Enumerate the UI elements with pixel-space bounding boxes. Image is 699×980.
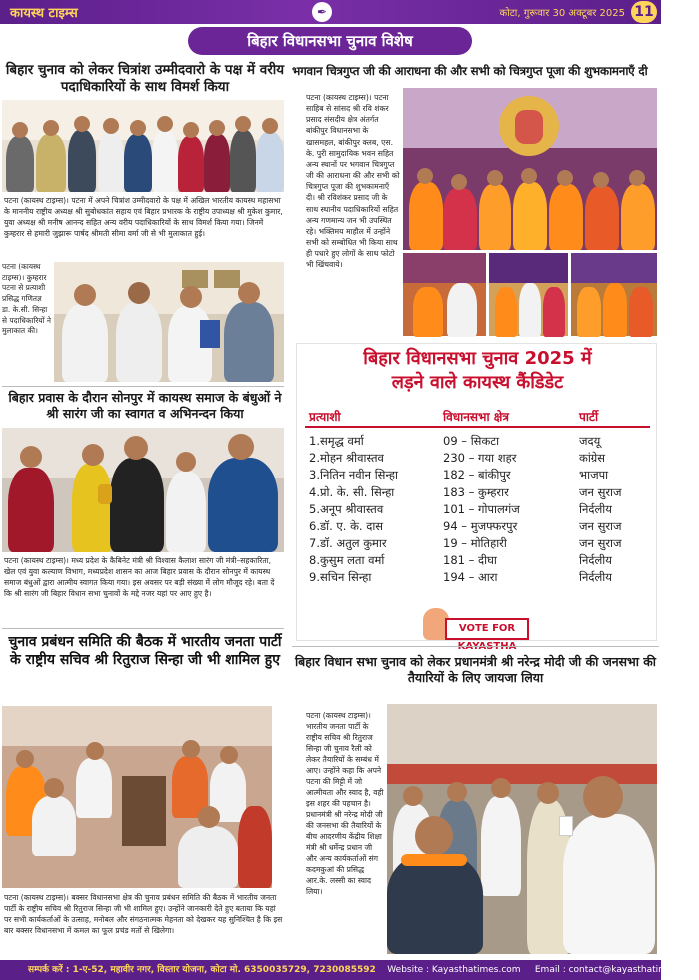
story2-body: पटना (कायस्थ टाइम्स)। पटना साहिब से सांसद श्री रवि शंकर प्रसाद संसदीय क्षेत्र अंतर्गत बांकीपुर विधानसभा के खासमहल, बांकीपुर क्लब, एस. के. पुरी सामुदायिक भवन सहित अन्य स्थानों पर भगवान चित्रगुप्त जी की आराधना की और सभी को चित्रगुप्त पूजा की शुभकामनाएँ दी। श्री रविशंकर प्रसाद जी के साथ स्थानीय पदाधिकारियों सहित अन्य गणमान्य जन भी उपस्थित रहे। भक्तिमय माहौल में उन्होंने सभी को सम्बोधित भी किया साथ ही पधारे हुए लोगों के साथ फोटो भी खिंचवाये। bbox=[306, 93, 400, 270]
story3-headline: बिहार प्रवास के दौरान सोनपुर में कायस्थ समाज के बंधुओं ने श्री सारंग जी का स्वागत व अभिनन्दन किया bbox=[8, 390, 282, 421]
candidate-name: 7.डॉ. अतुल कुमार bbox=[309, 536, 387, 550]
candidate-party: जन सुराज bbox=[579, 519, 622, 533]
footer-email[interactable]: Email : contact@kayasthatimes.com bbox=[534, 965, 699, 975]
story2-photo-b bbox=[489, 253, 568, 336]
candidates-title-line2: लड़ने वाले कायस्थ कैंडिडेट bbox=[391, 372, 564, 393]
candidate-seat: 09 – सिकटा bbox=[443, 434, 500, 448]
candidate-seat: 94 – मुजफ्फरपुर bbox=[443, 519, 518, 533]
story4-photo bbox=[2, 706, 272, 888]
candidate-row bbox=[297, 485, 658, 502]
story2-photo-a bbox=[403, 253, 486, 336]
emblem-icon: ✒ bbox=[312, 2, 332, 22]
story3-body: पटना (कायस्थ टाइम्स)। मध्य प्रदेश के कैबिनेट मंत्री श्री विश्वास कैलाश सारंग जी मंत्री–सहकारिता, खेल एवं युवा कल्याण विभाग, मध्यप्रदेश शासन का आज बिहार प्रवास के दौरान सोनपुर में कायस्थ समाज बंधुओं द्वारा आत्मीय स्वागत किया गया। इस अवसर पर बड़ी संख्या में लोग मौजूद रहे। बता दें कि श्री सारंग जी बिहार विधान सभा चुनावों के मद्दे नजर यहां पर आए हुए है। bbox=[4, 556, 275, 598]
candidates-panel bbox=[296, 343, 657, 641]
candidate-row bbox=[297, 502, 658, 519]
section-banner: बिहार विधानसभा चुनाव विशेष bbox=[188, 27, 472, 55]
candidate-row bbox=[297, 553, 658, 570]
publication-name: कायस्थ टाइम्स bbox=[10, 6, 78, 21]
candidate-seat: 230 – गया शहर bbox=[443, 451, 517, 465]
candidate-party: कांग्रेस bbox=[579, 451, 606, 465]
candidate-seat: 19 – मोतिहारी bbox=[443, 536, 507, 550]
story1-headline: बिहार चुनाव को लेकर चित्रांश उम्मीदवारो के पक्ष में वरीय पदाधिकारियों के साथ विमर्श किया bbox=[5, 62, 285, 95]
candidate-party: जदयू bbox=[579, 434, 601, 448]
story5-body: पटना (कायस्थ टाइम्स)। भारतीय जनता पार्टी के राष्ट्रीय सचिव श्री रितुराज सिन्हा जी चुनाव रैली को लेकर तैयारियों के सम्बंध में आए। उन्होंने कहा कि अपने पटना की मिट्टी में जो आत्मीयता और स्वाद है, वही इस शहर की पहचान है। प्रधानमंत्री श्री नरेन्द्र मोदी जी की जनसभा की तैयारियों के बीच आदरणीय केंद्रीय शिक्षा मंत्री श्री धर्मेन्द्र प्रधान जी और अन्य कार्यकर्ताओं संग कदमकुआं की प्रसिद्ध आर.के. लस्सी का स्वाद लिया। bbox=[306, 711, 384, 896]
candidate-seat: 183 – कुम्हरार bbox=[443, 485, 509, 499]
story5-photo bbox=[387, 704, 657, 954]
candidate-row bbox=[297, 570, 658, 587]
header-rule bbox=[305, 426, 650, 428]
col-constituency: विधानसभा क्षेत्र bbox=[443, 410, 509, 424]
candidate-name: 4.प्रो. के. सी. सिन्हा bbox=[309, 485, 395, 499]
story5-headline: बिहार विधान सभा चुनाव को लेकर प्रधानमंत्री श्री नरेन्द्र मोदी जी की जनसभा की तैयारियों के लिए जायजा लिया bbox=[294, 654, 657, 685]
story2-photo-main bbox=[403, 88, 657, 250]
col-candidate: प्रत्याशी bbox=[309, 410, 341, 424]
footer-website[interactable]: Website : Kayasthatimes.com bbox=[387, 965, 521, 975]
candidate-party: निर्दलीय bbox=[579, 570, 612, 584]
footer bbox=[0, 960, 699, 980]
candidate-name: 5.अनूप श्रीवास्तव bbox=[309, 502, 384, 516]
story2-headline: भगवान चित्रगुप्त जी की आराधना की और सभी को चित्रगुप्त पूजा की शुभकामनाएँ दी bbox=[292, 64, 648, 78]
story2-photo-c bbox=[571, 253, 657, 336]
candidate-row bbox=[297, 434, 658, 451]
candidate-name: 3.नितिन नवीन सिन्हा bbox=[309, 468, 398, 482]
candidate-row bbox=[297, 536, 658, 553]
dateline: कोटा, गुरूवार 30 अक्टूबर 2025 bbox=[499, 8, 625, 19]
col-party: पार्टी bbox=[579, 410, 599, 424]
candidate-row bbox=[297, 519, 658, 536]
candidate-party: जन सुराज bbox=[579, 485, 622, 499]
story4-headline: चुनाव प्रबंधन समिति की बैठक में भारतीय जनता पार्टी के राष्ट्रीय सचिव श्री रितुराज सिन्हा जी भी शामिल हुए bbox=[8, 634, 282, 668]
story3-photo bbox=[2, 428, 284, 552]
candidate-seat: 101 – गोपालगंज bbox=[443, 502, 520, 516]
candidate-seat: 194 – आरा bbox=[443, 570, 498, 584]
candidate-seat: 182 – बांकीपुर bbox=[443, 468, 511, 482]
vote-badge: VOTE FOR bbox=[445, 618, 529, 640]
candidate-party: निर्दलीय bbox=[579, 553, 612, 567]
footer-contact: सम्पर्क करें : 1-ए-52, महावीर नगर, विस्तार योजना, कोटा मो. 6350035729, 7230085592 bbox=[28, 965, 376, 975]
masthead bbox=[0, 0, 661, 24]
story1-photo2 bbox=[54, 262, 284, 382]
candidate-name: 9.सचिन सिन्हा bbox=[309, 570, 372, 584]
candidate-row bbox=[297, 468, 658, 485]
page-number: 11 bbox=[631, 1, 657, 23]
candidates-title-line1: बिहार विधानसभा चुनाव 2025 में bbox=[363, 348, 592, 369]
candidate-name: 6.डॉ. ए. के. दास bbox=[309, 519, 384, 533]
story1-photo bbox=[2, 100, 284, 192]
candidate-name: 2.मोहन श्रीवास्तव bbox=[309, 451, 384, 465]
candidate-party: निर्दलीय bbox=[579, 502, 612, 516]
candidate-party: भाजपा bbox=[579, 468, 609, 482]
story1-body: पटना (कायस्थ टाइम्स)। पटना में अपने चित्रांश उम्मीदवारो के पक्ष में अखिल भारतीय कायस्थ महासभा के माननीय राष्ट्रीय अध्यक्ष श्री सुबोधकांत सहाय एवं बिहार प्रभारक के राष्ट्रीय उपाध्यक्ष श्री मुकेश कुमार, युवा अध्यक्ष श्री मनीष आनन्द सहित अन्य वरीय पदाधिकारियों के साथ विमर्श किया गया। जिनमें कुम्हरार से हमारी जुझारू पार्षद श्रीमती सीमा वर्मा जी से भी मुलाकात हुई। bbox=[4, 196, 283, 238]
candidate-party: जन सुराज bbox=[579, 536, 622, 550]
story4-body: पटना (कायस्थ टाइम्स)। बक्सर विधानसभा क्षेत्र की चुनाव प्रबंधन समिति की बैठक में भारतीय जनता पार्टी के राष्ट्रीय सचिव श्री रितुराज सिन्हा जी भी शामिल हुए। उन्होंने जानकारी देते हुए बताया कि यहां पर सभी कार्यकर्ताओं के उत्साह, मनोबल और संगठनात्मक मेहनता को देखकर यह सुनिश्चित है कि इस बार बक्सर विधानसभा में कमल का फूल प्रचंड मतों से खिलेगा। bbox=[4, 893, 283, 935]
candidate-seat: 181 – दीघा bbox=[443, 553, 497, 567]
candidate-row bbox=[297, 451, 658, 468]
story1-side-caption: पटना (कायस्थ टाइम्स)। कुम्हरार पटना से प्रत्याशी प्रसिद्ध गणितज्ञ डा. के.सी. सिन्हा से पदाधिकारियों ने मुलाकात की। bbox=[2, 262, 52, 336]
candidate-name: 1.समृद्ध वर्मा bbox=[309, 434, 364, 448]
candidate-name: 8.कुसुम लता वर्मा bbox=[309, 553, 385, 567]
